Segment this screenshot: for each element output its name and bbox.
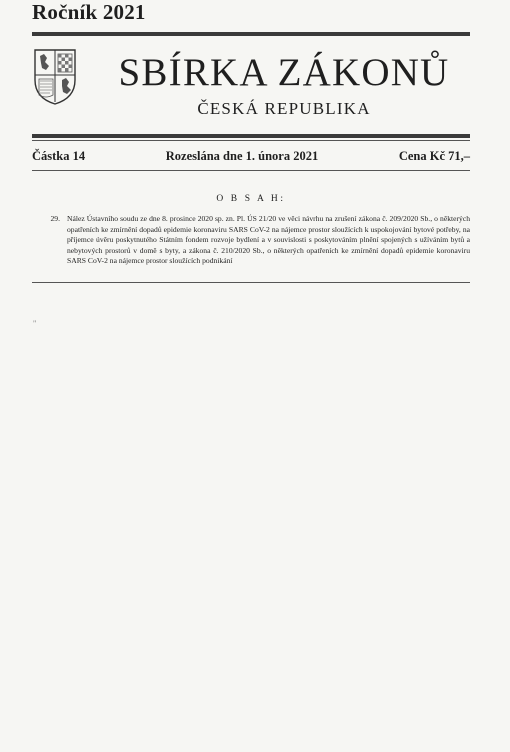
contents-heading: O B S A H: bbox=[216, 194, 286, 204]
publication-title: SBÍRKA ZÁKONŮ bbox=[118, 51, 450, 94]
issue-number: Částka 14 bbox=[32, 149, 86, 163]
contents-item-text: Nález Ústavního soudu ze dne 8. prosince 2020 sp. zn. Pl. ÚS 21/20 ve věci návrhu na zrušení zákona č. 209/2020 Sb., o některých opatřeních ke zmírnění dopadů epidemie koronaviru SARS CoV-2 na nájemce prostor sloužících k uspokojování bytové potřeby, na příjemce úvěru poskytnutého Státním fondem rozvoje bydlení a v souvislosti s poskytováním plnění spojených s užíváním bytů a nebytových prostorů v domě s byty, a zákona č. 210/2020 Sb., o některých opatřeních ke zmírnění dopadů epidemie koronaviru SARS CoV-2 na nájemce prostor sloužících podnikání bbox=[67, 214, 470, 266]
issue-meta-row bbox=[32, 149, 470, 164]
czech-coat-of-arms-icon bbox=[33, 48, 77, 106]
issue-price: Cena Kč 71,– bbox=[398, 149, 470, 163]
top-rule bbox=[32, 32, 470, 36]
header-bottom-thin-rule bbox=[32, 140, 470, 141]
header-bottom-rule bbox=[32, 134, 470, 138]
distribution-date: Rozeslána dne 1. února 2021 bbox=[165, 149, 319, 163]
meta-bottom-rule bbox=[32, 170, 470, 171]
contents-bottom-rule bbox=[32, 282, 470, 283]
contents-item bbox=[32, 214, 470, 267]
contents-item-number: 29. bbox=[50, 214, 60, 223]
volume-label: Ročník 2021 bbox=[32, 0, 146, 24]
stray-mark: " bbox=[33, 319, 37, 328]
publication-subtitle: ČESKÁ REPUBLIKA bbox=[197, 99, 371, 118]
